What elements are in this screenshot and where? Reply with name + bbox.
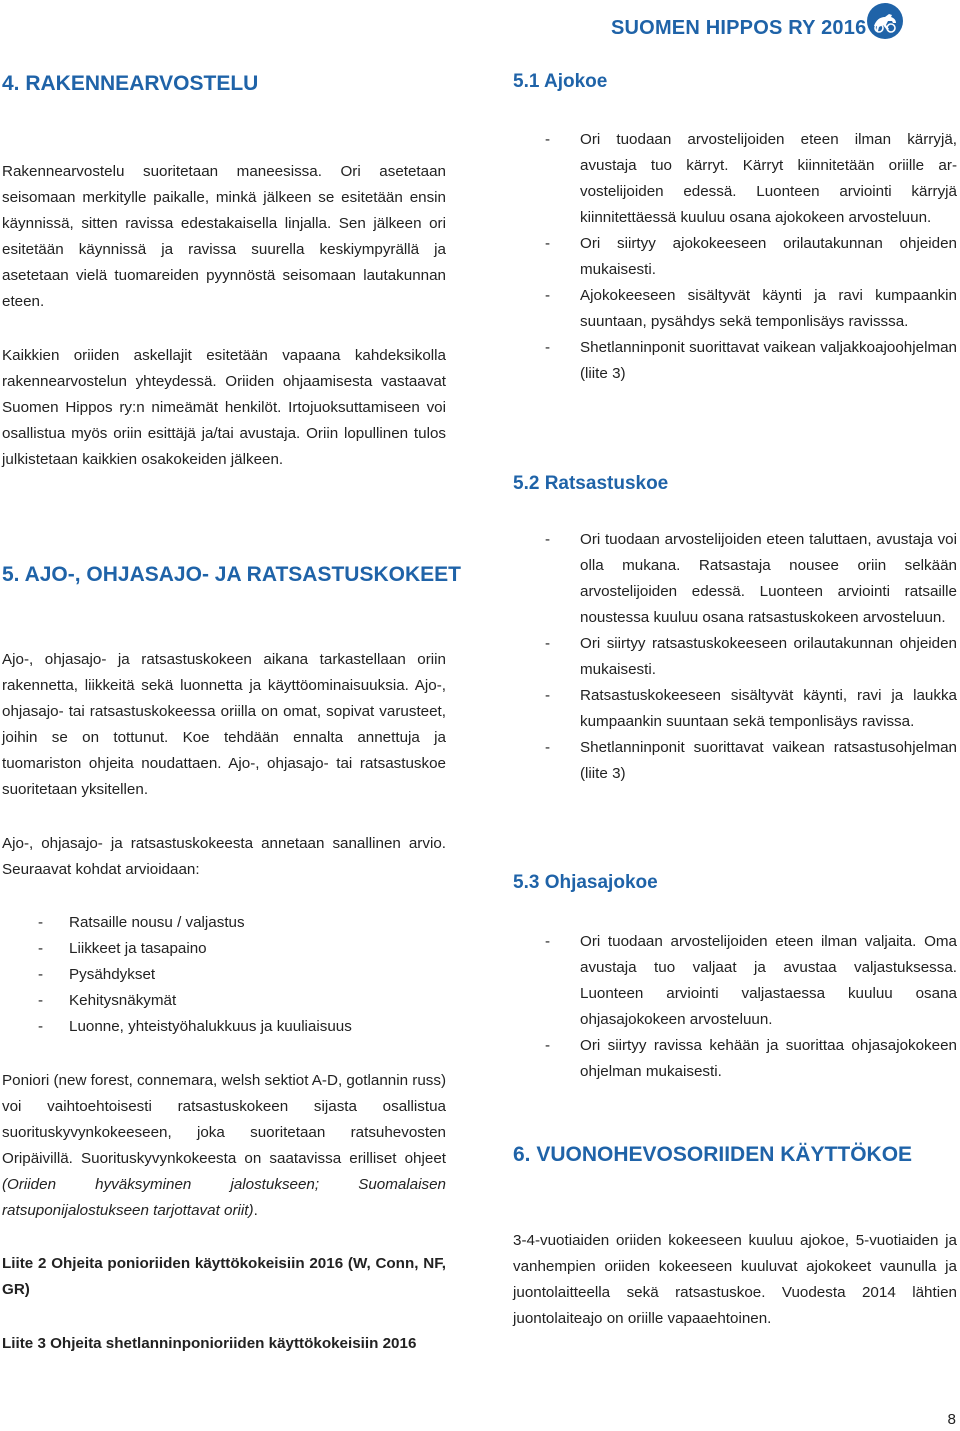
paragraph-rakennearvostelu: Rakennearvostelu suoritetaan maneesissa. Ori asetetaan seisomaan merkitylle paikalle, minkä jälkeen se esitetään ensin käynnissä, sitten ravissa edestakaisella linjalla. Sen jälkeen ori esitetään käynnissä ja ravissa suurella keskiympyrällä ja asetetaan vielä tuomareiden pyynnöstä seisomaan lautakunnan eteen. [2, 163, 446, 310]
list-item: - Kehitysnäkymät [2, 988, 446, 1014]
list-item: - Ori siirtyy ratsastuskokeeseen orilautakunnan ohjeiden mukaisesti. [513, 631, 957, 683]
list-item: - Ori tuodaan arvostelijoiden eteen taluttaen, avustaja voi olla mukana. Ratsastaja nousee oriin selkään arvostelijoiden edessä. Luonteen arviointi ratsaille noustessa kuuluu osana ratsastuskokeen arvosteluun. [513, 527, 957, 631]
list-item: - Liikkeet ja tasapaino [2, 936, 446, 962]
list-item: - Ori siirtyy ajokokeeseen orilautakunnan ohjeiden mukaisesti. [513, 231, 957, 283]
list-item: - Ori siirtyy ravissa kehään ja suorittaa ohjasajokokeen ohjelman mukaisesti. [513, 1033, 957, 1085]
list-item: - Ori tuodaan arvostelijoiden eteen ilman kärryjä, avustaja tuo kärryt. Kärryt kiinnitetään oriille arvostelijoiden edessä. Luonteen arviointi kärryjä kiinnitettäessä kuuluu osana ajokokeen arvosteluun. [513, 127, 957, 231]
section-4-title: 4. RAKENNEARVOSTELU [2, 72, 259, 95]
horse-logo-icon [866, 2, 904, 40]
ratsastuskoe-list [513, 527, 957, 787]
paragraph-askellajit: Kaikkien oriiden askellajit esitetään vapaana kahdeksikolla rakennearvostelun yhteydessä. Oriiden ohjaamisesta vastaavat Suomen Hippos ry:n nimeämät henkilöt. Irtojuoksuttamiseen voi osallistua myös oriin esittäjä ja/tai avustaja. Oriin lopullinen tulos julkistetaan kaikkien osakokeiden jälkeen. [2, 347, 446, 468]
list-item: - Ori tuodaan arvostelijoiden eteen ilman valjaita. Oma avustaja tuo valjaat ja avustaa valjastuksessa. Luonteen arviointi valjastaessa kuuluu osana ohjasajokokeen arvosteluun. [513, 929, 957, 1033]
section-5-3-title: 5.3 Ohjasajokoe [513, 872, 658, 893]
paragraph-vuonohevoset: 3-4-vuotiaiden oriiden kokeeseen kuuluu ajokoe, 5-vuotiaiden ja vanhempien oriiden kokeeseen kuuluvat ajokokeet vaunulla ja juontolaitteella sekä ratsastuskoe. Vuodesta 2014 lähtien juontolaiteajo on oriille vapaaehtoinen. [513, 1232, 957, 1327]
attachment-2-link: Liite 2 Ohjeita ponioriiden käyttökokeisiin 2016 (W, Conn, NF, GR) [2, 1255, 446, 1298]
list-item: - Shetlanninponit suorittavat vaikean valjakkoajoohjelman (liite 3) [513, 335, 957, 387]
page-number: 8 [947, 1411, 956, 1428]
section-5-2-title: 5.2 Ratsastuskoe [513, 473, 669, 494]
poniori-italic-text: (Oriiden hyväksyminen jalostukseen; Suomalaisen ratsuponijalostukseen tarjottavat oriit) [2, 1176, 446, 1219]
section-6-title: 6. VUONOHEVOSORIIDEN KÄYTTÖKOE [513, 1143, 913, 1166]
section-5-1-title: 5.1 Ajokoe [513, 71, 608, 92]
list-item: - Luonne, yhteistyöhalukkuus ja kuuliaisuus [2, 1014, 446, 1040]
list-item: - Pysähdykset [2, 962, 446, 988]
section-5-title: 5. AJO-, OHJASAJO- JA RATSASTUSKOKEET [2, 563, 461, 586]
list-item: - Ajokokeeseen sisältyvät käynti ja ravi kumpaankin suuntaan, pysähdys sekä temponlisäys ravisssa. [513, 283, 957, 335]
list-item: - Ratsaille nousu / valjastus [2, 910, 446, 936]
ohjasajokoe-list [513, 929, 957, 1085]
criteria-list [2, 910, 446, 1040]
paragraph-poniori [2, 1068, 446, 1224]
poniori-end: . [253, 1202, 258, 1219]
paragraph-kokeen-aikana: Ajo-, ohjasajo- ja ratsastuskokeen aikana tarkastellaan oriin rakennetta, liikkeitä sekä luonnetta ja käyttöominaisuuksia. Ajo-, ohjasajo- tai ratsastuskokeessa oriilla on omat, sopivat varusteet, joihin se on tottunut. Koe tehdään ennalta annettuja ja tuomariston ohjeita noudattaen. Ajo-, ohjasajo- tai ratsastuskoe suoritetaan yksitellen. [2, 651, 446, 798]
list-item: - Shetlanninponit suorittavat vaikean ratsastusohjelman (liite 3) [513, 735, 957, 787]
paragraph-sanallinen-arvio: Ajo-, ohjasajo- ja ratsastuskokeesta annetaan sanallinen arvio. Seuraavat kohdat arvioidaan: [2, 835, 446, 878]
attachment-3-link: Liite 3 Ohjeita shetlanninponioriiden käyttökokeisiin 2016 [2, 1335, 417, 1352]
list-item: - Ratsastuskokeeseen sisältyvät käynti, ravi ja laukka kumpaankin suuntaan sekä temponlisäys ravissa. [513, 683, 957, 735]
ajokoe-list [513, 127, 957, 387]
poniori-text: Poniori (new forest, connemara, welsh sektiot A-D, gotlannin russ) voi vaihtoehtoisesti ratsastuskokeen sijasta osallistua suorituskyvynkokeeseen, joka suoritetaan ratsuhevosten Oripäivillä. Suorituskyvynkokeesta on saatavissa erilliset ohjeet [2, 1072, 447, 1167]
document-header-org: SUOMEN HIPPOS RY 2016 [611, 17, 867, 39]
